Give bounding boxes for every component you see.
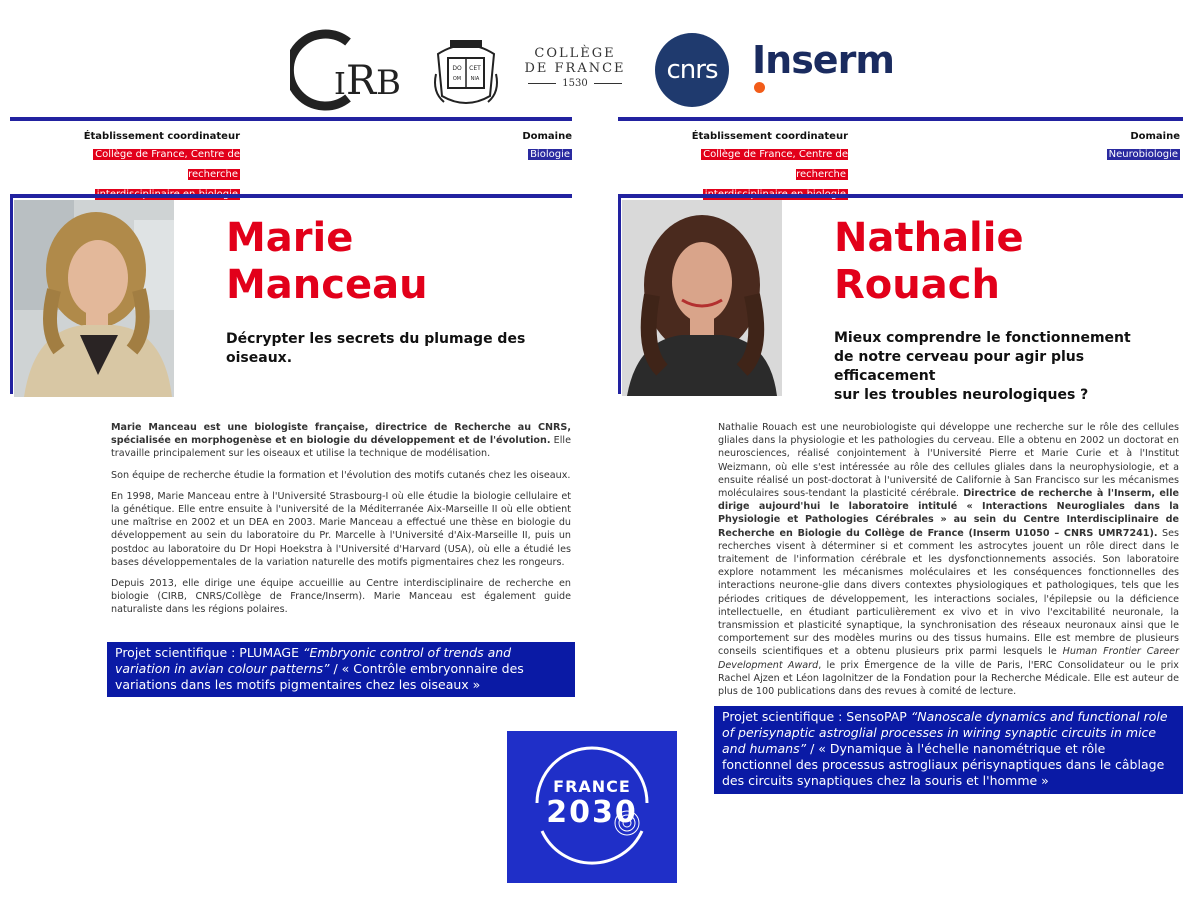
left-bio-bold: Marie Manceau est une biologiste française, directrice de Recherche au CNRS, spécialisée en morphogenèse et en biologie du développement et de l'évolution. — [111, 422, 571, 447]
cnrs-logo — [655, 33, 729, 107]
left-mid-rule — [10, 194, 572, 198]
left-domain-label: Domaine — [522, 131, 572, 142]
right-bio-bold: Directrice de recherche à l'Inserm, elle dirige aujourd'hui le laboratoire intitulé « Interactions Neurogliales dans la Physiologie et Pathologies Cérébrales » au sein du Centre Interdisciplinaire de Recherche en Biologie du Collège de France (Inserm U1050 – CNRS UMR7241). — [718, 488, 1179, 539]
left-first-name: Marie — [226, 215, 354, 261]
france-2030-logo — [507, 731, 677, 883]
right-last-name: Rouach — [834, 262, 1000, 308]
right-project-translation: / « Dynamique à l'échelle nanométrique et rôle fonctionnel des processus astrogliaux périsynaptiques dans le câblage des circuits synaptiques chez la souris et l'homme » — [722, 741, 1165, 788]
left-side-rule — [10, 194, 13, 394]
svg-text:R: R — [346, 58, 377, 104]
right-side-rule — [618, 194, 621, 394]
france-2030-year: 2030 — [546, 795, 638, 830]
right-first-name: Nathalie — [834, 215, 1024, 261]
left-domain-value: Biologie — [530, 149, 570, 160]
left-coordinator-line1: Collège de France, Centre de recherche — [95, 149, 240, 180]
svg-text:B: B — [376, 63, 401, 103]
right-tagline-line3: sur les troubles neurologiques ? — [834, 387, 1089, 403]
cdf-line2: DE FRANCE — [524, 61, 626, 76]
right-domain-value: Neurobiologie — [1108, 149, 1178, 160]
left-last-name: Manceau — [226, 262, 428, 308]
left-tagline: Décrypter les secrets du plumage des oiseaux. — [226, 331, 526, 366]
right-bio-part3: Ses recherches visent à déterminer si et comment les astrocytes jouent un rôle direct dans le traitement de l'information cérébrale et les dysfonctionnements associés. Son laboratoire explore notamment les mécanismes moléculaires et les conséquences fonctionnelles des interactions neurone-glie dans divers contextes physiologiques et pathologiques, tels que les périodes critiques de développement, les interactions sociales, l'épilepsie ou la déficience intellectuelle, en étudiant particulièrement ex vivo et in vivo l'excitabilité neuronale, la transmission et plasticité synaptique, la synchronisation des réseaux neuronaux ainsi que le comportement sur des modèles murins ou des tissus humains. Elle est membre de plusieurs conseils scientifiques et a obtenu plusieurs prix parmi lesquels le — [718, 527, 1179, 658]
nathalie-rouach-photo — [622, 200, 782, 396]
svg-text:OM: OM — [452, 76, 462, 82]
svg-text:DO: DO — [452, 65, 462, 72]
right-bio-award: Human Frontier Career Development Award — [718, 646, 1180, 671]
left-bio-rest: Elle travaille principalement sur les oiseaux et utilise la technique de modélisation. — [111, 435, 571, 460]
right-project-title: “Nanoscale dynamics and functional role of perisynaptic astroglial processes in wiring synaptic circuits in mice and humans” — [722, 709, 1168, 756]
right-biography — [718, 421, 1179, 706]
left-bio-paragraph-4: Depuis 2013, elle dirige une équipe accueillie au Centre interdisciplinaire de recherche en biologie (CIRB, CNRS/Collège de France/Inserm). Marie Manceau est également guide naturaliste dans les régions polaires. — [111, 578, 571, 616]
cnrs-logo-text: cnrs — [666, 55, 718, 85]
right-tagline-line1: Mieux comprendre le fonctionnement — [834, 330, 1131, 346]
cdf-rule-left — [528, 83, 556, 84]
right-bio-part5: , le prix Émergence de la ville de Paris, l'ERC Consolidateur ou le prix Rachel Ajzen et Léon Iagolnitzer de la Fondation pour la Recherche Médicale. Elle est auteur de plus de 100 publications dans des revues à comité de lecture. — [718, 659, 1179, 698]
college-de-france-seal-logo — [430, 34, 502, 110]
right-domain-block — [1060, 131, 1180, 162]
right-bio-paragraph — [718, 421, 1179, 698]
left-project-box — [107, 642, 575, 697]
left-top-rule — [10, 117, 572, 121]
right-tagline-line2: de notre cerveau pour agir plus efficacement — [834, 349, 1085, 384]
right-coordinator-line1: Collège de France, Centre de recherche — [703, 149, 848, 180]
right-coordinator-label: Établissement coordinateur — [691, 131, 848, 142]
cdf-year: 1530 — [562, 78, 588, 89]
france-2030-word: FRANCE — [553, 777, 631, 796]
left-bio-paragraph-3: En 1998, Marie Manceau entre à l'Université Strasbourg-I où elle étudie la biologie cellulaire et la génétique. Elle entre ensuite à l'université de la Méditerranée Aix-Marseille II où elle obtient une maîtrise en 2002 et un DEA en 2003. Marie Manceau a effectué une thèse en biologie du développement au sein du laboratoire du Pr. Marcelle à l'Université d'Aix-Marseille II, puis un postdoc au laboratoire du Dr Hopi Hoekstra à l'Université d'Harvard (USA), où elle a étudié les bases développementales de la variation naturelle des motifs pigmentaires chez les rongeurs. — [111, 490, 571, 568]
left-project-translation: / « Contrôle embryonnaire des variations dans les motifs pigmentaires chez les oiseaux » — [115, 661, 524, 692]
college-de-france-wordmark — [515, 46, 635, 89]
inserm-logo: Inserm — [752, 38, 894, 82]
right-bio-part1: Nathalie Rouach est une neurobiologiste qui développe une recherche sur le rôle des cellules gliales dans la physiologie et les pathologies du cerveau. Elle a obtenu en 2002 un doctorat en neurosciences, réalisé conjointement à l'Université Pierre et Marie Curie et à l'Institut Weizmann, où elle s'est intéressée au rôle des cellules gliales dans la neurophysiologie, et a ensuite réalisé un post-doctorat à l'université de Californie à San Francisco sur les mécanismes moléculaires sous-tendant la plasticité cérébrale. — [718, 422, 1179, 500]
svg-text:NIA: NIA — [470, 76, 480, 82]
left-project-prefix: Projet scientifique : PLUMAGE — [115, 645, 303, 660]
left-coordinator-label: Établissement coordinateur — [83, 131, 240, 142]
cirb-logo — [290, 28, 410, 112]
right-mid-rule — [618, 194, 1183, 198]
left-bio-paragraph-1 — [111, 421, 571, 461]
right-coordinator-block — [648, 131, 848, 202]
left-project-title: “Embryonic control of trends and variation in avian colour patterns” — [115, 645, 512, 676]
right-domain-label: Domaine — [1130, 131, 1180, 142]
left-coordinator-block — [40, 131, 240, 202]
right-tagline — [834, 329, 1174, 405]
marie-manceau-photo — [14, 200, 174, 397]
cdf-rule-right — [594, 83, 622, 84]
right-top-rule — [618, 117, 1183, 121]
svg-text:I: I — [334, 67, 346, 102]
right-project-box — [714, 706, 1183, 794]
left-name — [226, 215, 428, 309]
right-project-prefix: Projet scientifique : SensoPAP — [722, 709, 911, 724]
cdf-line1: COLLÈGE — [534, 46, 616, 61]
left-bio-paragraph-2: Son équipe de recherche étudie la formation et l'évolution des motifs cutanés chez les oiseaux. — [111, 469, 571, 481]
right-name — [834, 215, 1024, 309]
svg-text:CET: CET — [469, 65, 481, 72]
left-domain-block — [480, 131, 572, 162]
inserm-logo-dot — [754, 82, 765, 93]
left-biography — [111, 421, 571, 625]
